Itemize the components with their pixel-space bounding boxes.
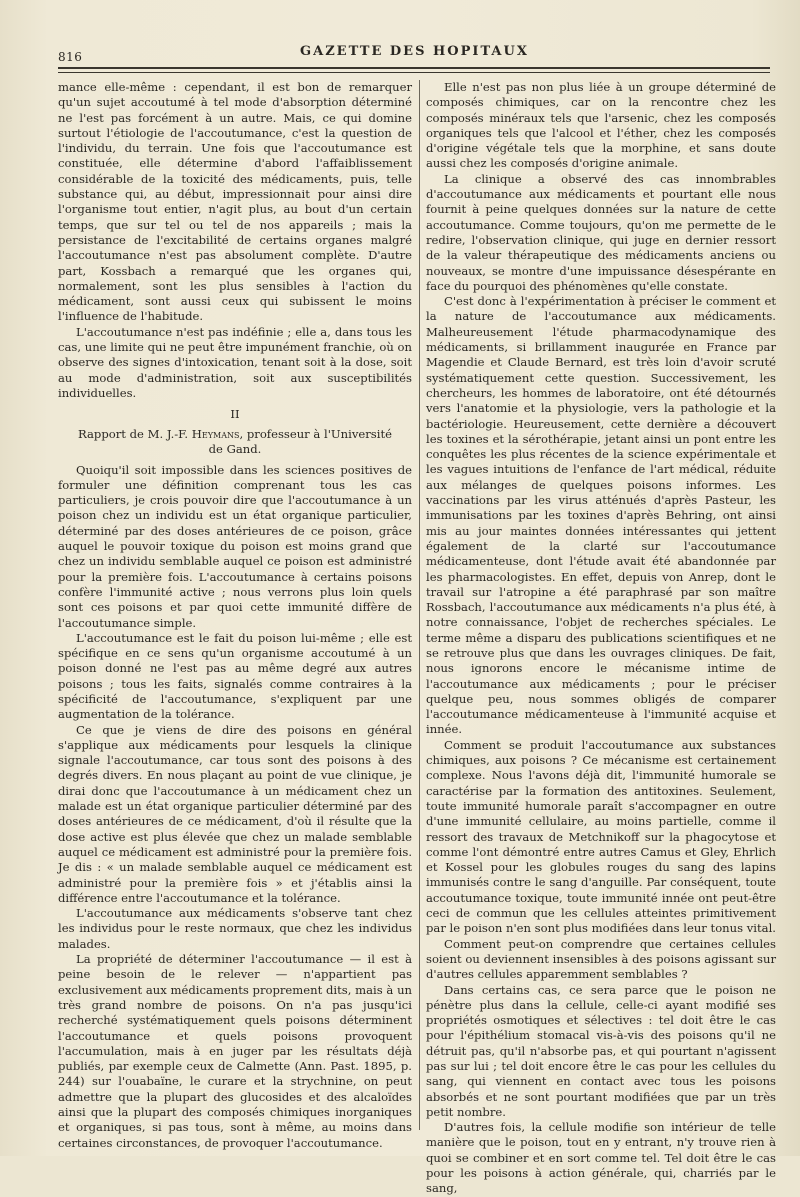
header-rule-thick	[58, 67, 770, 69]
header-rule-thin	[58, 72, 770, 73]
author-name: Heymans	[191, 426, 240, 441]
paragraph: L'accoutumance aux médicaments s'observe tant chez les individus pour le reste normaux, que chez les individus malades.	[58, 906, 412, 951]
paragraph: Comment se produit l'accoutumance aux substances chimiques, aux poisons ? Ce mécanisme est certainement complexe. Nous l'avons déjà dit, l'immunité humorale se caractérise par la formation des antitoxines. Seulement, toute immunité humorale paraît s'accompagner en outre d'une immunité cellulaire, au moins partielle, comme il ressort des travaux de Metchnikoff sur la phagocytose et comme l'ont démontré entre autres Camus et Gley, Ehrlich et Kossel pour les globules rouges du sang des lapins immunisés contre le sang d'anguille. Par conséquent, toute accoutumance toxique, toute immunité innée ont peut-être ceci de commun que les cellules atteintes primitivement par le poison n'en sont plus modifiées dans leur tonus vital.	[426, 737, 776, 936]
journal-title: GAZETTE DES HOPITAUX	[300, 44, 529, 59]
paragraph: Comment peut-on comprendre que certaines cellules soient ou deviennent insensibles à des poisons agissant sur d'autres cellules apparemment semblables ?	[426, 936, 776, 982]
section-heading	[58, 427, 412, 457]
section-number: II	[230, 407, 240, 422]
section-heading-prefix: Rapport de M. J.-F.	[78, 426, 192, 441]
paragraph: Dans certains cas, ce sera parce que le poison ne pénètre plus dans la cellule, celle-ci ayant modifié ses propriétés osmotiques et sélectives : tel doit être le cas pour l'épithélium stomacal vis-à-vis des poisons qu'il ne détruit pas, qu'il n'absorbe pas, et qui pourtant n'agissent pas sur lui ; tel doit encore être le cas pour les cellules du sang, qui viennent en contact avec tous les poisons absorbés et ne sont pourtant modifiées que par un très petit nombre.	[426, 982, 776, 1119]
paragraph: L'accoutumance est le fait du poison lui-même ; elle est spécifique en ce sens qu'un organisme accoutumé à un poison donné ne l'est pas au même degré aux autres poisons ; tous les faits, signalés comme contraires à la spécificité de l'accoutumance, s'expliquent par une augmentation de la tolérance.	[58, 630, 412, 722]
paragraph: C'est donc à l'expérimentation à préciser le comment et la nature de l'accoutumance aux médicaments. Malheureusement l'étude pharmacodynamique des médicaments, si brillamment inaugurée en France par Magendie et Claude Bernard, est très loin d'avoir scruté systématiquement cette question. Successivement, les chercheurs, les hommes de laboratoire, ont été détournés vers l'anatomie et la physiologie, vers la pathologie et la bactériologie. Heureusement, cette dernière a découvert les toxines et la sérothérapie, jetant ainsi un pont entre les conquêtes les plus récentes de la science expérimentale et les vagues intuitions de l'enfance de l'art médical, réduite aux mélanges de quelques poisons informes. Les vaccinations par les virus atténués d'après Pasteur, les immunisations par les toxines d'après Behring, ont ainsi mis au jour maintes données intéressantes qui jettent également de la clarté sur l'accoutumance médicamenteuse, dont l'étude avait été abandonnée par les pharmacologistes. En effet, depuis von Anrep, dont le travail sur l'atropine a été paraphrasé par son maître Rossbach, l'accoutumance aux médicaments n'a plus été, à notre connaissance, l'objet de recherches spéciales. Le terme même a disparu des publications scientifiques et ne se retrouve plus que dans les ouvrages cliniques. De fait, nous ignorons encore le mécanisme intime de l'accoutumance aux médicaments ; pour le préciser quelque peu, nous sommes obligés de comparer l'accoutumance médicamenteuse à l'immunité acquise et innée.	[426, 294, 776, 737]
paragraph: La clinique a observé des cas innombrables d'accoutumance aux médicaments et pourtant elle nous fournit à peine quelques données sur la nature de cette accoutumance. Comme toujours, qu'on me permette de le redire, l'observation clinique, qui juge en dernier ressort de la valeur thérapeutique des médicaments anciens ou nouveaux, se montre d'une impuissance désespérante en face du pourquoi des phénomènes qu'elle constate.	[426, 171, 776, 293]
paragraph: La propriété de déterminer l'accoutumance — il est à peine besoin de le relever — n'appartient pas exclusivement aux médicaments proprement dits, mais à un très grand nombre de poisons. On n'a pas jusqu'ici recherché systématiquement quels poisons déterminent l'accoutumance et quels poisons provoquent l'accumulation, mais à en juger par les résultats déjà publiés, par exemple ceux de Calmette (Ann. Past. 1895, p. 244) sur l'ouabaïne, le curare et la strychnine, on peut admettre que la plupart des glucosides et des alcaloïdes ainsi que la plupart des composés chimiques inorganiques et organiques, si pas tous, sont à même, au moins dans certaines circonstances, de provoquer l'accoutumance.	[58, 952, 412, 1150]
page-number: 816	[58, 50, 83, 64]
column-divider	[419, 80, 420, 1130]
paragraph: Elle n'est pas non plus liée à un groupe déterminé de composés chimiques, car on la rencontre chez les composés minéraux tels que l'arsenic, chez les composés organiques tels que l'alcool et l'éther, chez les composés d'origine végétale tels que la morphine, et sans doute aussi chez les composés d'origine animale.	[426, 80, 776, 171]
paragraph: Quoiqu'il soit impossible dans les sciences positives de formuler une définition comprenant tous les cas particuliers, je crois pouvoir dire que l'accoutumance à un poison chez un individu est un état organique particulier, déterminé par des doses antérieures de ce poison, grâce auquel le pouvoir toxique du poison est moins grand que chez un individu semblable auquel ce poison est administré pour la première fois. L'accoutumance à certains poisons confère l'immunité active ; nous verrons plus loin quels sont ces poisons et par quoi cette immunité diffère de l'accoutumance simple.	[58, 462, 412, 630]
left-column	[58, 80, 412, 1150]
section-heading-suffix: , professeur à l'Université de Gand.	[208, 426, 392, 456]
paragraph: Ce que je viens de dire des poisons en général s'applique aux médicaments pour lesquels la clinique signale l'accoutumance, car tous sont des poisons à des degrés divers. En nous plaçant au point de vue clinique, je dirai donc que l'accoutumance à un médicament chez un malade est un état organique particulier déterminé par des doses antérieures de ce médicament, d'où il résulte que la dose active est plus élevée que chez un malade semblable auquel ce médicament est administré pour la première fois. Je dis : « un malade semblable auquel ce médicament est administré pour la première fois » et j'établis ainsi la différence entre l'accoutumance et la tolérance.	[58, 722, 412, 905]
paragraph: D'autres fois, la cellule modifie son intérieur de telle manière que le poison, tout en y entrant, n'y trouve rien à quoi se combiner et en sort comme tel. Tel doit être le cas pour les poisons à action générale, qui, charriés par le sang,	[426, 1120, 776, 1196]
right-column	[426, 80, 776, 1196]
paragraph: mance elle-même : cependant, il est bon de remarquer qu'un sujet accoutumé à tel mode d'absorption déterminé ne l'est pas forcément à un autre. Mais, ce qui domine surtout l'étiologie de l'accoutumance, c'est la question de l'individu, du terrain. Une fois que l'accoutumance est constituée, elle détermine d'abord l'affaiblissement considérable de la toxicité des médicaments, puis, telle substance qui, au début, impressionnait pour ainsi dire l'organisme tout entier, n'agit plus, au bout d'un certain temps, que sur tel ou tel de nos appareils ; mais la persistance de l'excitabilité de certains organes malgré l'accoutumance n'est pas absolument complète. D'autre part, Kossbach a remarqué que les organes qui, normalement, sont les plus sensibles à l'action du médicament, sont aussi ceux qui subissent le moins l'influence de l'habitude.	[58, 80, 412, 324]
paragraph: L'accoutumance n'est pas indéfinie ; elle a, dans tous les cas, une limite qui ne peut être impunément franchie, où on observe des signes d'intoxication, tenant soit à la dose, soit au mode d'administration, soit aux susceptibilités individuelles.	[58, 324, 412, 400]
